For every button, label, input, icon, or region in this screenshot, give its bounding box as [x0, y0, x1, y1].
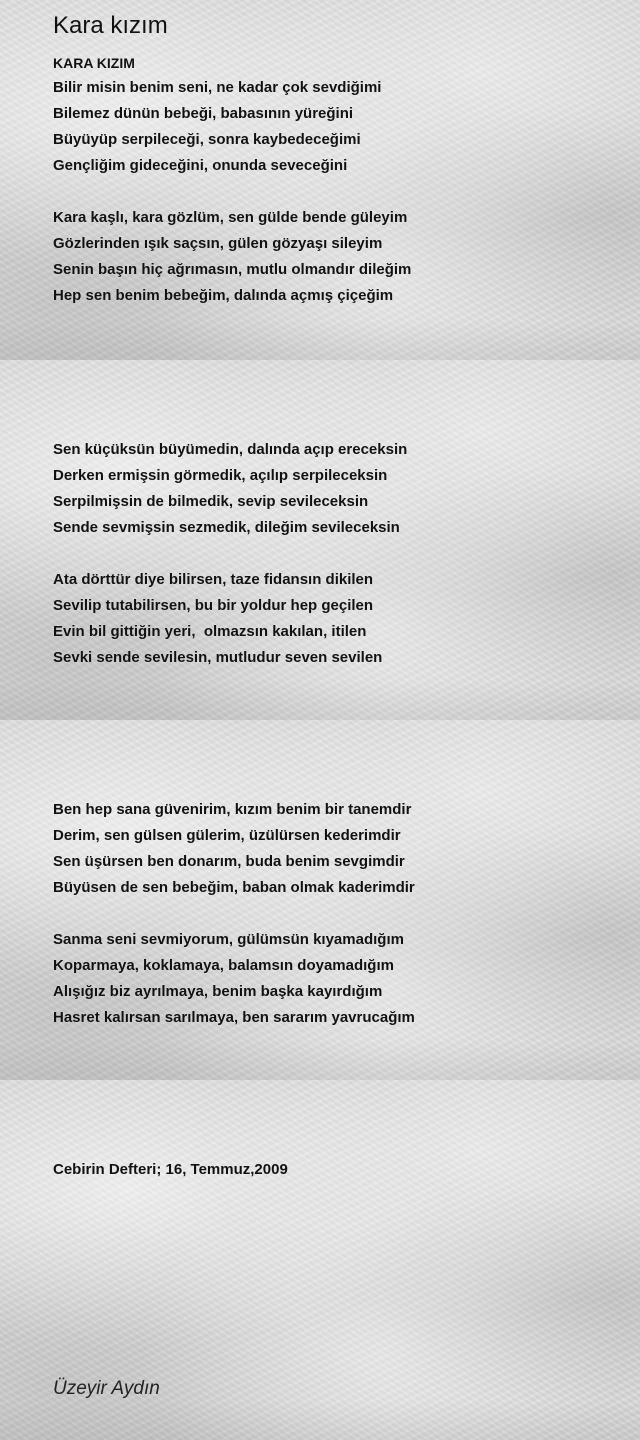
- poem-line: Serpilmişsin de bilmedik, sevip sevileceksin: [53, 493, 369, 510]
- stanza-gap: [53, 179, 623, 205]
- poem-line: Derim, sen gülsen gülerim, üzülürsen kederimdir: [53, 827, 401, 844]
- stanza-gap: [53, 901, 623, 927]
- poem-line: Hep sen benim bebeğim, dalında açmış çiçeğim: [53, 287, 394, 304]
- poem-line: Sende sevmişsin sezmedik, dileğim sevileceksin: [53, 519, 400, 536]
- poem-signature: Cebirin Defteri; 16, Temmuz,2009: [53, 1161, 288, 1178]
- poem-line: Hasret kalırsan sarılmaya, ben sararım yavrucağım: [53, 1009, 415, 1026]
- stanza-gap: [53, 541, 623, 567]
- poem-heading: KARA KIZIM: [53, 55, 135, 71]
- poem-line: Sanma seni sevmiyorum, gülümsün kıyamadığım: [53, 931, 404, 948]
- poem-line: Büyüsen de sen bebeğim, baban olmak kaderimdir: [53, 879, 415, 896]
- poem-line: Sen küçüksün büyümedin, dalında açıp ereceksin: [53, 441, 408, 458]
- poem-line: Evin bil gittiğin yeri, olmazsın kakılan, itilen: [53, 623, 367, 640]
- poem-line: Sevilip tutabilirsen, bu bir yoldur hep geçilen: [53, 597, 374, 614]
- poem-line: Ata dörttür diye bilirsen, taze fidansın dikilen: [53, 571, 374, 588]
- poem-section-4: [53, 1157, 623, 1183]
- poem-line: Kara kaşlı, kara gözlüm, sen gülde bende güleyim: [53, 209, 408, 226]
- poem-line: Derken ermişsin görmedik, açılıp serpileceksin: [53, 467, 388, 484]
- poem-line: Gözlerinden ışık saçsın, gülen gözyaşı sileyim: [53, 235, 383, 252]
- poem-section-3: [53, 797, 623, 1031]
- poem-title: Kara kızım: [53, 12, 168, 39]
- poem-line: Koparmaya, koklamaya, balamsın doyamadığım: [53, 957, 394, 974]
- poem-author: Üzeyir Aydın: [53, 1378, 160, 1399]
- poem-section-2: [53, 437, 623, 671]
- poem-line: Bilemez dünün bebeği, babasının yüreğini: [53, 105, 354, 122]
- poem-line: Senin başın hiç ağrımasın, mutlu olmandır dileğim: [53, 261, 412, 278]
- poem-line: Sevki sende sevilesin, mutludur seven sevilen: [53, 649, 383, 666]
- poem-line: Ben hep sana güvenirim, kızım benim bir tanemdir: [53, 801, 412, 818]
- poem-line: Sen üşürsen ben donarım, buda benim sevgimdir: [53, 853, 405, 870]
- poem-line: Büyüyüp serpileceği, sonra kaybedeceğimi: [53, 131, 361, 148]
- poem-line: Gençliğim gideceğini, onunda seveceğini: [53, 157, 348, 174]
- poem-line: Bilir misin benim seni, ne kadar çok sevdiğimi: [53, 79, 382, 96]
- poem-section-1: [53, 53, 623, 309]
- poem-line: Alışığız biz ayrılmaya, benim başka kayırdığım: [53, 983, 383, 1000]
